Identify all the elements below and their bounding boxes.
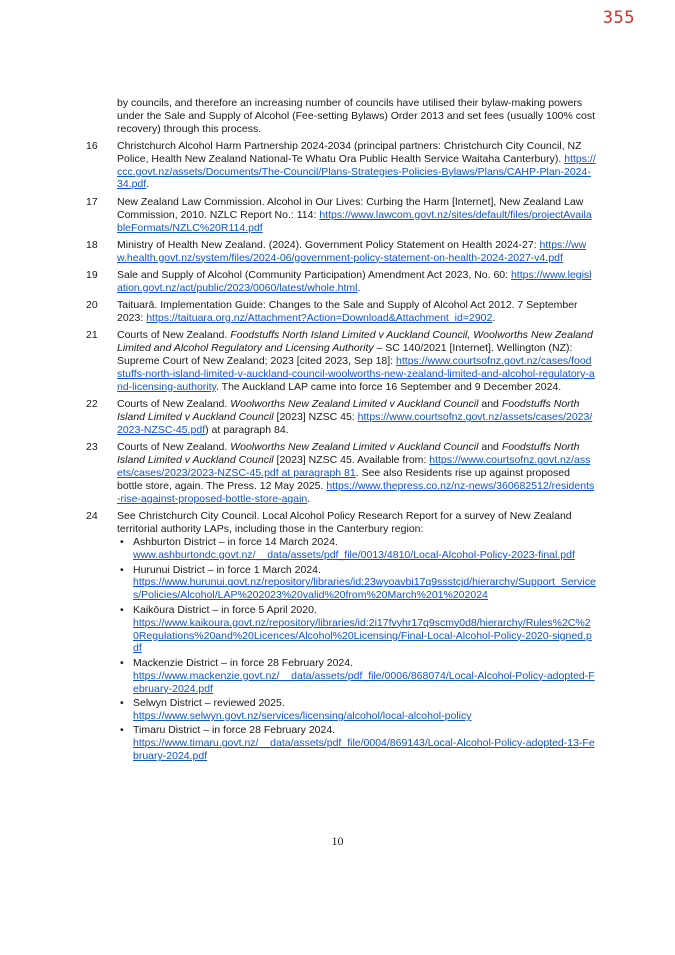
- endnote-tail: . The Auckland LAP came into force 16 September and 9 December 2024.: [216, 381, 562, 394]
- endnote-text: Ministry of Health New Zealand. (2024). Government Policy Statement on Health 2024-27:: [117, 238, 540, 251]
- endnote-link[interactable]: https://www.courtsofnz.govt.nz/assets/cases/2023/2023-NZSC-45.pdf: [117, 411, 593, 437]
- endnote-link[interactable]: https://www.health.govt.nz/system/files/2024-06/government-policy-statement-on-health-2024-2027-v4.pdf: [117, 238, 587, 264]
- endnote-link[interactable]: https://ccc.govt.nz/assets/Documents/The-Council/Plans-Strategies-Policies-Bylaws/Plans/CAHP-Plan-2024-34.pdf: [117, 152, 596, 191]
- case-title: Foodstuffs North Island Limited v Auckland Council: [117, 398, 580, 424]
- endnote-text: [2023] NZSC 45. Available from:: [273, 454, 430, 467]
- district-link[interactable]: https://www.mackenzie.govt.nz/__data/assets/pdf_file/0006/868074/Local-Alcohol-Policy-adopted-February-2024.pdf: [133, 669, 595, 695]
- endnote-17: [86, 196, 596, 235]
- endnote-link[interactable]: https://www.legislation.govt.nz/act/public/2023/0060/latest/whole.html: [117, 269, 592, 294]
- endnote-text: [2023] NZSC 45:: [273, 411, 358, 424]
- endnote-text: Taituarā. Implementation Guide: Changes to the Sale and Supply of Alcohol Act 2012. 7 September 2023:: [117, 299, 578, 325]
- endnote-text: Courts of New Zealand.: [117, 398, 231, 411]
- list-item: [117, 724, 596, 763]
- case-title: Woolworths New Zealand Limited v Auckland Council: [230, 441, 479, 454]
- continued-paragraph: by councils, and therefore an increasing number of councils have utilised their bylaw-making powers under the Sale and Supply of Alcohol (Fee-setting Bylaws) Order 2013 and set fees (usually 100% cost recovery) through this process.: [117, 97, 596, 135]
- endnote-link[interactable]: https://taituara.org.nz/Attachment?Action=Download&Attachment_id=2902: [146, 312, 493, 325]
- endnote-text: – SC 140/2021 [Internet]. Wellington (NZ): Supreme Court of New Zealand; 2023 [cited 2023, Sep 18]:: [117, 342, 573, 368]
- endnote-text: and: [478, 441, 502, 454]
- list-item: [117, 657, 596, 696]
- district-label: Hurunui District – in force 1 March 2024.: [133, 563, 321, 576]
- endnote-tail: .: [146, 178, 150, 191]
- district-label: Mackenzie District – in force 28 February 2024.: [133, 656, 354, 669]
- endnote-link[interactable]: https://www.lawcom.govt.nz/sites/default/files/projectAvailableFormats/NZLC%20R114.pdf: [117, 208, 592, 234]
- list-item: [117, 604, 596, 656]
- endnote-text: and: [478, 398, 502, 411]
- district-label: Timaru District – in force 28 February 2024.: [133, 724, 336, 737]
- list-item: [117, 564, 596, 603]
- district-link[interactable]: https://www.hurunui.govt.nz/repository/libraries/id:23wyoavbi17q9ssstcjd/hierarchy/Support_Services/Policies/Alcohol/LAP%202023%20valid%20from%20March%201%202024: [133, 576, 596, 602]
- endnote-tail: .: [492, 312, 496, 325]
- endnote-text: See Christchurch City Council. Local Alcohol Policy Research Report for a survey of New Zealand territorial authority LAPs, including those in the Canterbury region:: [117, 510, 572, 536]
- endnote-number: 24: [86, 510, 98, 523]
- endnote-number: 18: [86, 238, 98, 251]
- page-stamp-number: 355: [602, 8, 635, 28]
- endnotes: [86, 97, 596, 769]
- list-item: [117, 536, 596, 562]
- endnote-number: 21: [86, 329, 98, 342]
- district-label: Selwyn District – reviewed 2025.: [133, 697, 285, 710]
- endnote-20: [86, 299, 596, 325]
- endnote-text: Courts of New Zealand.: [117, 329, 231, 342]
- endnote-text: . See also Residents rise up against proposed bottle store, again. The Press. 12 May 2025.: [117, 467, 570, 493]
- endnote-18: [86, 239, 596, 265]
- lap-list: [117, 536, 596, 763]
- endnote-text: New Zealand Law Commission. Alcohol in Our Lives: Curbing the Harm [Internet], New Zealand Law Commission, 2010. NZLC Report No.: 114:: [117, 195, 584, 221]
- endnote-16: [86, 140, 596, 192]
- case-title: Foodstuffs North Island Limited v Auckland Council: [117, 441, 580, 467]
- district-link[interactable]: https://www.timaru.govt.nz/__data/assets/pdf_file/0004/869143/Local-Alcohol-Policy-adopted-13-February-2024.pdf: [133, 737, 595, 763]
- page-number: 10: [331, 834, 344, 848]
- district-link[interactable]: https://www.kaikoura.govt.nz/repository/libraries/id:2i17fvyhr17q9scmy0d8/hierarchy/Rules%2C%20Regulations%20and%20Licences/Alcohol%20Licensing/Final-Local-Alcohol-Policy-2020-signed.pdf: [133, 616, 592, 655]
- case-title: Foodstuffs North Island Limited v Auckland Council, Woolworths New Zealand Limited and Alcohol Regulatory and Licensing Authority: [117, 329, 593, 355]
- endnote-text: Sale and Supply of Alcohol (Community Participation) Amendment Act 2023, No. 60:: [117, 269, 511, 282]
- endnote-23: [86, 441, 596, 506]
- district-link[interactable]: https://www.selwyn.govt.nz/services/licensing/alcohol/local-alcohol-policy: [133, 710, 472, 722]
- endnote-number: 23: [86, 441, 98, 454]
- district-label: Ashburton District – in force 14 March 2024.: [133, 536, 338, 549]
- endnote-21: [86, 329, 596, 394]
- endnote-number: 19: [86, 269, 98, 282]
- district-label: Kaikōura District – in force 5 April 2020.: [133, 603, 317, 616]
- endnote-number: 16: [86, 139, 98, 152]
- endnote-number: 20: [86, 299, 98, 312]
- endnote-text: Christchurch Alcohol Harm Partnership 2024-2034 (principal partners: Christchurch City Council, NZ Police, Health New Zealand National-Te Whatu Ora Public Health Service Waitaha Canterbury).: [117, 139, 582, 165]
- endnote-19: [86, 269, 596, 295]
- endnote-link[interactable]: https://www.courtsofnz.govt.nz/assets/cases/2023/2023-NZSC-45.pdf at paragraph 81: [117, 454, 591, 480]
- endnote-tail: .: [357, 281, 361, 294]
- endnote-22: [86, 398, 596, 437]
- endnote-number: 22: [86, 398, 98, 411]
- district-link[interactable]: www.ashburtondc.govt.nz/__data/assets/pdf_file/0013/4810/Local-Alcohol-Policy-2023-final.pdf: [133, 549, 575, 562]
- endnote-text: Courts of New Zealand.: [117, 441, 231, 454]
- endnote-tail: .: [307, 493, 311, 506]
- list-item: [117, 697, 596, 723]
- endnote-tail: ) at paragraph 84.: [205, 424, 289, 437]
- endnote-link[interactable]: https://www.thepress.co.nz/nz-news/360682512/residents-rise-against-proposed-bottle-store-again: [117, 480, 595, 506]
- endnote-link[interactable]: https://www.courtsofnz.govt.nz/cases/foodstuffs-north-island-limited-v-auckland-council-woolworths-new-zealand-limited-and-alcohol-regulatory-and-licensing-authority: [117, 355, 595, 394]
- endnote-number: 17: [86, 195, 98, 208]
- case-title: Woolworths New Zealand Limited v Auckland Council: [230, 398, 479, 411]
- endnote-24: [86, 510, 596, 764]
